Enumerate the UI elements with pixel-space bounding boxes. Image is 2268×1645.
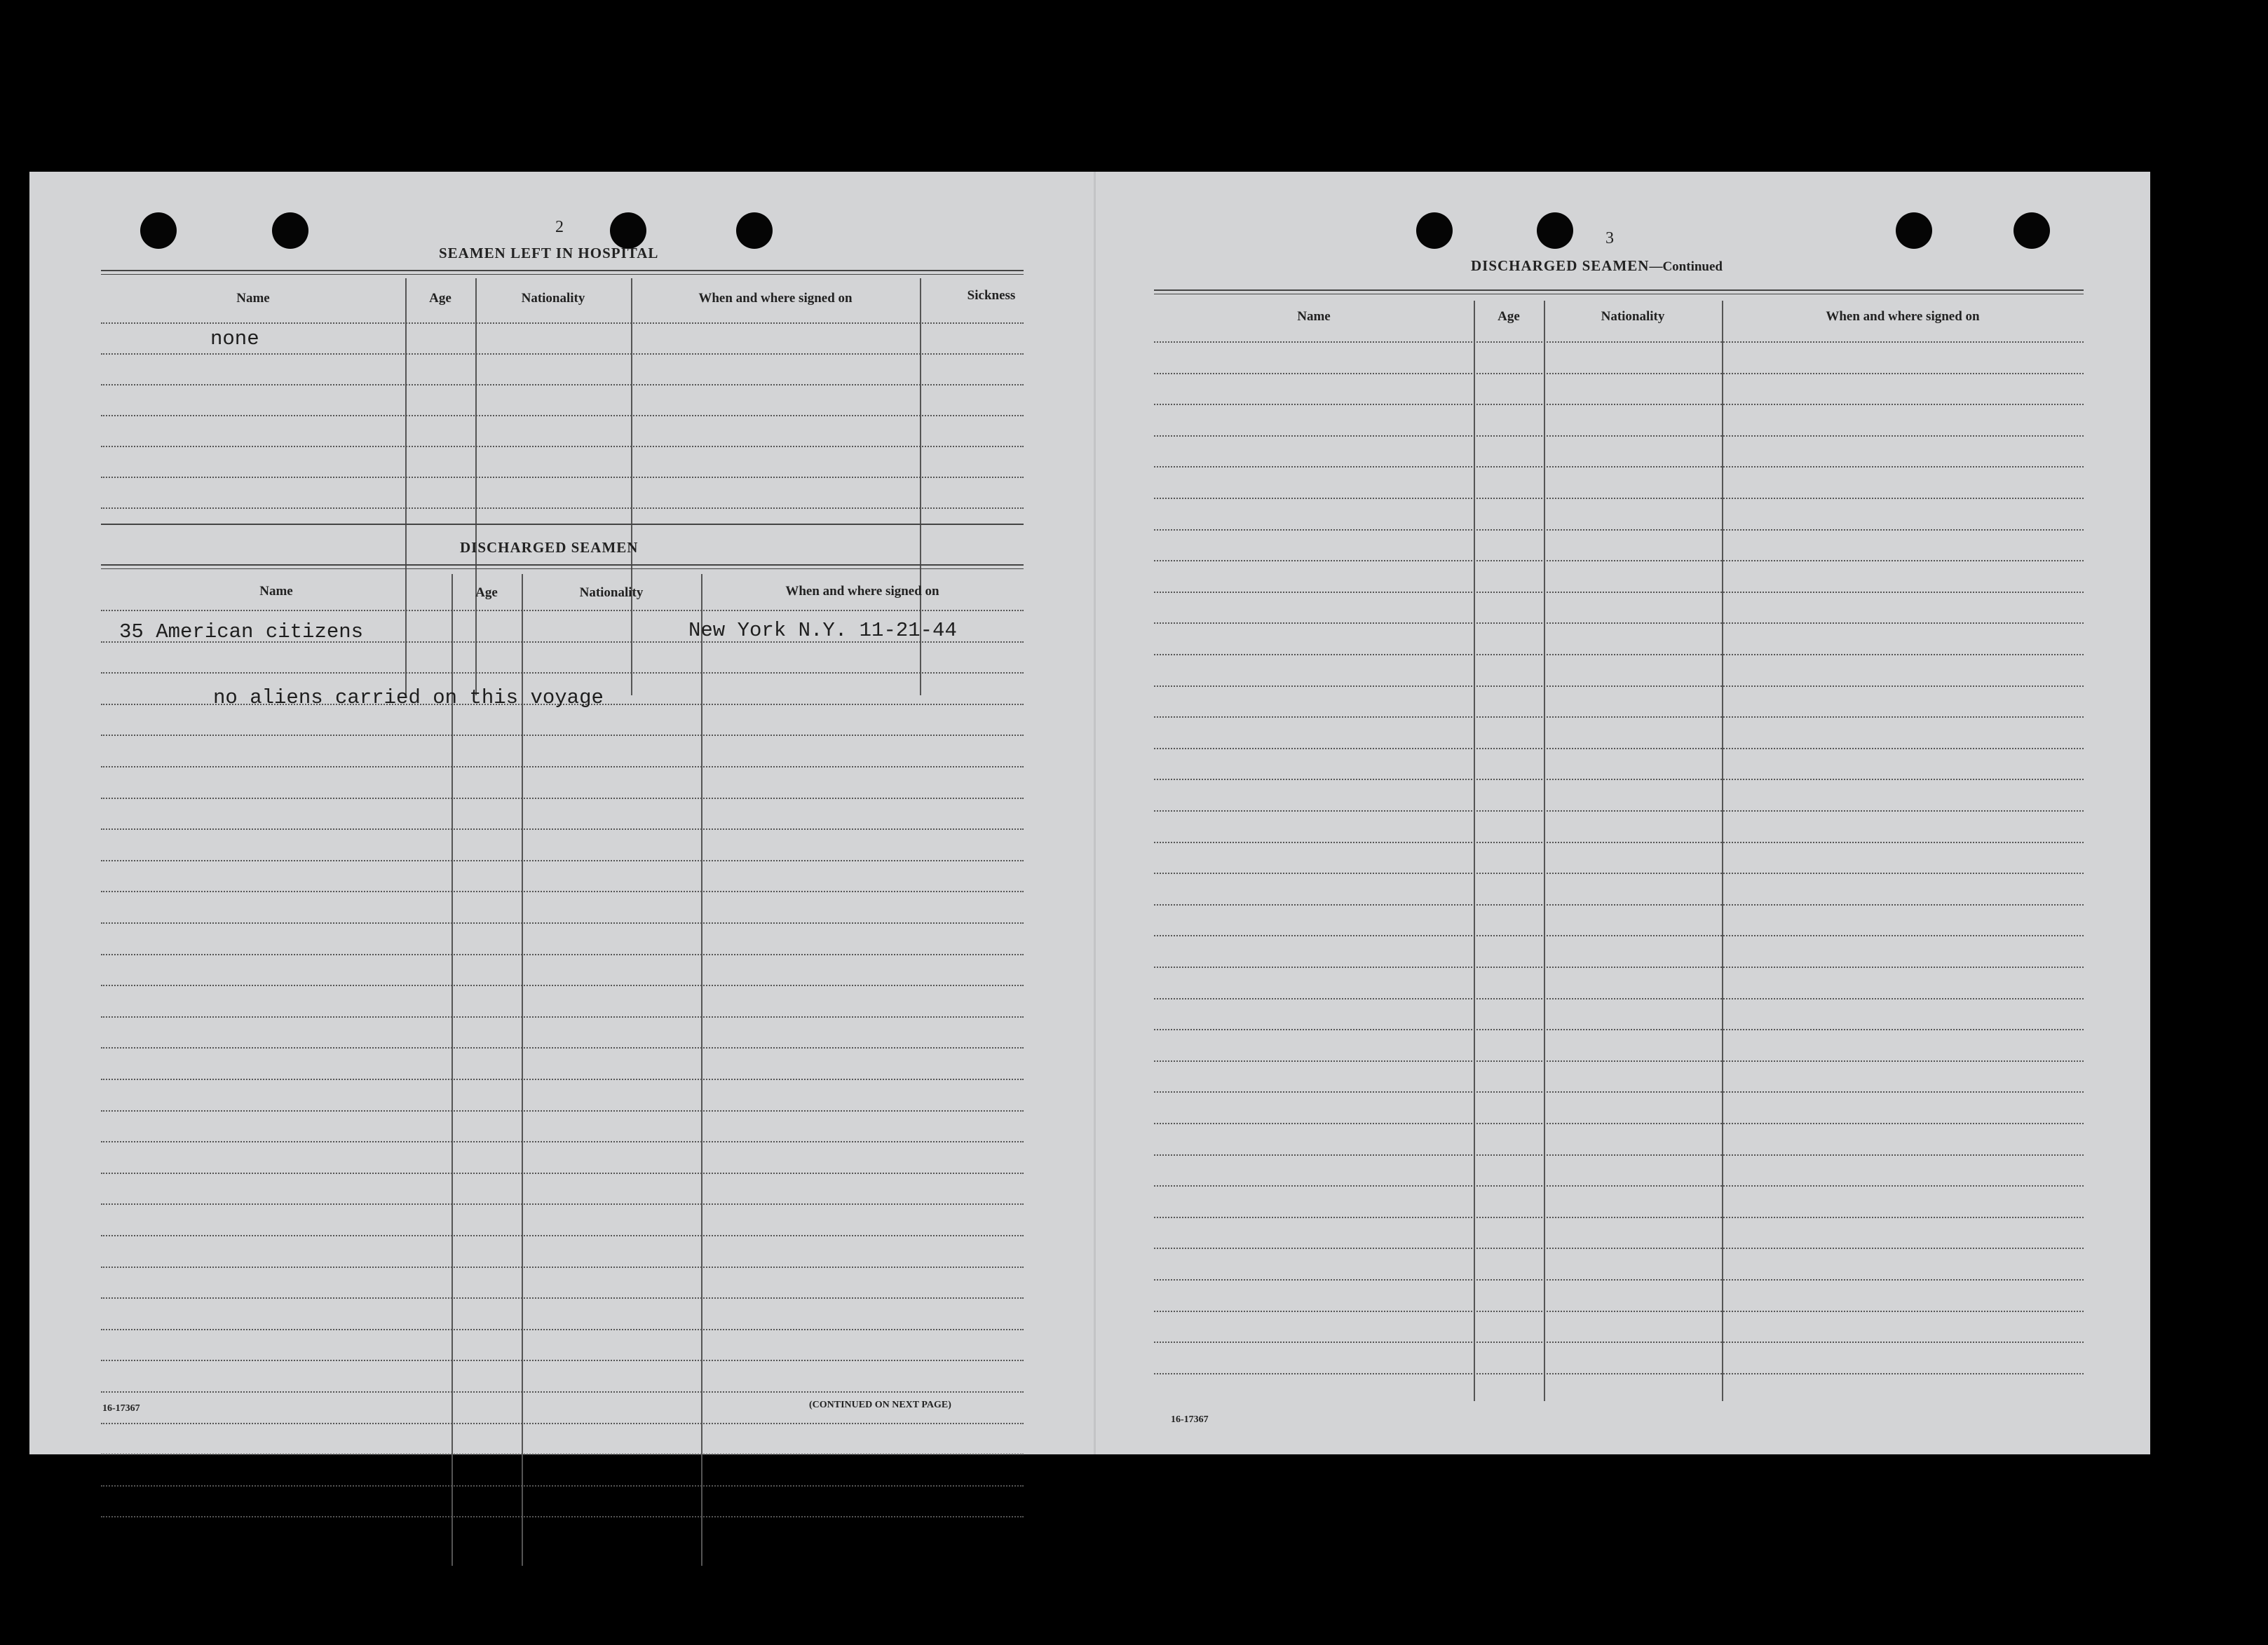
ruled-line: [101, 1516, 1024, 1517]
ruled-line: [1154, 341, 2084, 343]
ruled-line: [1154, 498, 2084, 499]
punch-hole: [736, 212, 773, 249]
ruled-line: [101, 798, 1024, 799]
ruled-line: [101, 860, 1024, 861]
ruled-line: [1154, 998, 2084, 999]
ruled-line: [101, 446, 1024, 447]
column-divider: [522, 574, 523, 1566]
ruled-line: [101, 735, 1024, 736]
hospital-section-title: SEAMEN LEFT IN HOSPITAL: [439, 245, 659, 261]
ruled-line: [1154, 435, 2084, 437]
hospital-col-sickness: Sickness: [967, 288, 1016, 303]
punch-hole: [1416, 212, 1453, 249]
ruled-line: [101, 415, 1024, 416]
page-number: 3: [1605, 229, 1614, 247]
hospital-col-signed-on: When and where signed on: [698, 291, 853, 306]
discharged-note: no aliens carried on this voyage: [213, 686, 604, 709]
ruled-line: [101, 1454, 1024, 1455]
hospital-entry: none: [210, 327, 259, 350]
ruled-line: [1154, 1248, 2084, 1249]
punch-hole: [272, 212, 308, 249]
left-page: [29, 172, 1095, 1454]
ruled-line: [101, 672, 1024, 674]
discharged-col-signed-on: When and where signed on: [785, 584, 939, 599]
punch-hole: [140, 212, 177, 249]
discharged-entry-signed-on: New York N.Y. 11-21-44: [688, 619, 957, 642]
column-divider: [475, 278, 477, 695]
ruled-line: [1154, 779, 2084, 780]
ruled-line: [101, 1235, 1024, 1236]
ruled-line: [1154, 904, 2084, 906]
section-rule: [101, 270, 1024, 275]
ruled-line: [101, 1047, 1024, 1049]
ruled-line: [101, 507, 1024, 509]
discharged-continued-title: DISCHARGED SEAMEN—Continued: [1471, 257, 1723, 274]
ruled-line: [101, 1016, 1024, 1018]
discharged-col-nationality: Nationality: [579, 585, 644, 600]
ruled-line: [101, 1079, 1024, 1080]
ruled-line: [101, 1267, 1024, 1268]
ruled-line: [1154, 404, 2084, 405]
section-rule: [1154, 289, 2084, 294]
ruled-line: [101, 1297, 1024, 1299]
ruled-line: [1154, 1342, 2084, 1343]
continued-col-nationality: Nationality: [1601, 309, 1665, 324]
ruled-line: [1154, 622, 2084, 624]
discharged-section-title: DISCHARGED SEAMEN: [460, 539, 639, 556]
discharged-col-name: Name: [259, 584, 293, 599]
ruled-line: [101, 922, 1024, 924]
ruled-line: [101, 353, 1024, 355]
continued-col-signed-on: When and where signed on: [1826, 309, 1980, 324]
ruled-line: [1154, 873, 2084, 874]
ruled-line: [101, 1141, 1024, 1142]
punch-hole: [1896, 212, 1932, 249]
hospital-col-nationality: Nationality: [521, 291, 585, 306]
ruled-line: [1154, 748, 2084, 749]
ruled-line: [1154, 967, 2084, 968]
ruled-line: [1154, 466, 2084, 467]
ruled-line: [101, 985, 1024, 986]
ruled-line: [101, 610, 1024, 611]
section-rule: [101, 564, 1024, 569]
ruled-line: [1154, 560, 2084, 561]
ruled-line: [101, 1203, 1024, 1205]
ruled-line: [1154, 1217, 2084, 1218]
hospital-col-age: Age: [429, 291, 451, 306]
ruled-line: [101, 1485, 1024, 1487]
punch-hole: [2014, 212, 2050, 249]
ruled-line: [101, 1173, 1024, 1174]
ruled-line: [101, 1360, 1024, 1361]
ruled-line: [101, 828, 1024, 830]
ruled-line: [101, 954, 1024, 955]
continued-note: (CONTINUED ON NEXT PAGE): [809, 1400, 951, 1410]
column-divider: [451, 574, 453, 1566]
ruled-line: [1154, 1060, 2084, 1062]
document-sheet: [29, 172, 2150, 1454]
ruled-line: [101, 1423, 1024, 1424]
ruled-line: [101, 1329, 1024, 1330]
ruled-line: [1154, 592, 2084, 593]
ruled-line: [1154, 1311, 2084, 1312]
ruled-line: [101, 477, 1024, 478]
ruled-line: [1154, 716, 2084, 718]
right-page: [1095, 172, 2150, 1454]
discharged-entry-name: 35 American citizens: [119, 620, 364, 643]
ruled-line: [101, 384, 1024, 385]
ruled-line: [1154, 935, 2084, 936]
ruled-line: [101, 766, 1024, 767]
column-divider: [405, 278, 407, 695]
ruled-line: [1154, 1279, 2084, 1281]
punch-hole: [1537, 212, 1573, 249]
ruled-line: [1154, 1029, 2084, 1030]
ruled-line: [1154, 529, 2084, 531]
continued-col-age: Age: [1498, 309, 1520, 324]
punch-hole: [610, 212, 646, 249]
ruled-line: [101, 322, 1024, 324]
column-divider: [631, 278, 632, 695]
section-rule: [101, 524, 1024, 525]
ruled-line: [1154, 1091, 2084, 1093]
page-number: 2: [555, 218, 564, 236]
ruled-line: [1154, 685, 2084, 687]
ruled-line: [101, 1110, 1024, 1112]
form-number: 16-17367: [1171, 1414, 1209, 1425]
ruled-line: [1154, 810, 2084, 812]
ruled-line: [1154, 842, 2084, 843]
form-number: 16-17367: [102, 1403, 140, 1414]
ruled-line: [101, 1391, 1024, 1393]
ruled-line: [1154, 1185, 2084, 1187]
hospital-col-name: Name: [236, 291, 270, 306]
continued-col-name: Name: [1297, 309, 1331, 324]
ruled-line: [1154, 1154, 2084, 1156]
ruled-line: [1154, 654, 2084, 655]
ruled-line: [1154, 1123, 2084, 1124]
ruled-line: [1154, 1373, 2084, 1374]
discharged-col-age: Age: [475, 585, 498, 600]
ruled-line: [1154, 373, 2084, 374]
ruled-line: [101, 891, 1024, 892]
column-divider: [701, 574, 702, 1566]
